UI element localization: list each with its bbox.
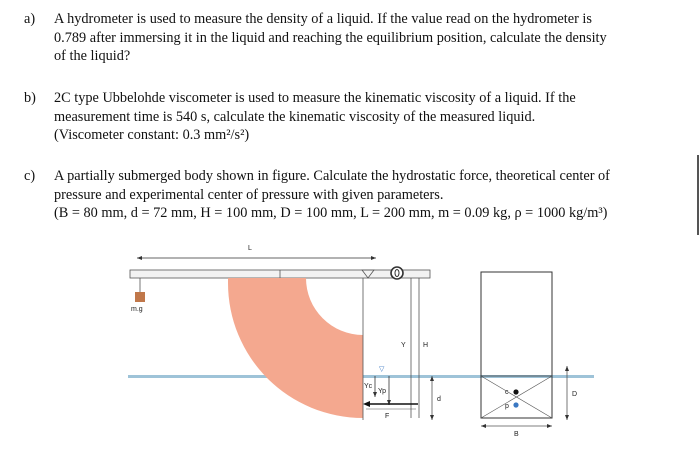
label-Yc: Yc [364, 383, 373, 390]
weight-block [135, 292, 145, 302]
label-Yp: Yp [378, 388, 387, 395]
question-letter: b) [24, 90, 36, 106]
center-of-pressure-point [513, 402, 518, 407]
dimension-arrowhead [565, 366, 569, 371]
force-arrowhead [363, 401, 370, 407]
dimension-arrowhead [547, 424, 552, 428]
dimension-arrowhead [137, 256, 142, 260]
question-letter: c) [24, 168, 36, 184]
label-Y: Y [401, 342, 406, 349]
center-of-area-point [513, 389, 518, 394]
label-c: c [505, 389, 509, 396]
label-p: p [505, 403, 509, 410]
label-L: L [248, 245, 252, 252]
question-line: (Viscometer constant: 0.3 mm²/s²) [54, 127, 250, 143]
question-line: 0.789 after immersing it in the liquid and reaching the equilibrium position, calculate the density [54, 29, 607, 46]
question-line: (B = 80 mm, d = 72 mm, H = 100 mm, D = 100 mm, L = 200 mm, m = 0.09 kg, ρ = 1000 kg/m³) [54, 205, 608, 221]
label-D: D [572, 391, 578, 398]
label-F: F [385, 413, 390, 420]
dimension-arrowhead [481, 424, 486, 428]
counterweight-knob-icon [391, 267, 403, 279]
dimension-arrowhead [373, 392, 377, 397]
label-d: d [437, 396, 441, 403]
water-level-marker-icon: ▽ [379, 365, 385, 373]
side-view-box [481, 272, 552, 418]
label-H: H [423, 342, 429, 349]
dimension-arrowhead [430, 415, 434, 420]
quadrant-body [228, 278, 363, 418]
question-line: A hydrometer is used to measure the density of a liquid. If the value read on the hydrometer is [54, 11, 592, 27]
question-letter: a) [24, 11, 36, 27]
label-B: B [514, 431, 519, 438]
question-line: pressure and experimental center of pressure with given parameters. [54, 186, 444, 203]
dimension-arrowhead [371, 256, 376, 260]
question-line: 2C type Ubbelohde viscometer is used to measure the kinematic viscosity of a liquid. If the [54, 90, 576, 106]
question-line: A partially submerged body shown in figure. Calculate the hydrostatic force, theoretical center of [54, 168, 610, 184]
question-line: of the liquid? [54, 48, 131, 64]
question-line: measurement time is 540 s, calculate the kinematic viscosity of the measured liquid. [54, 108, 536, 125]
dimension-arrowhead [565, 415, 569, 420]
label-mg: m.g [131, 306, 143, 313]
